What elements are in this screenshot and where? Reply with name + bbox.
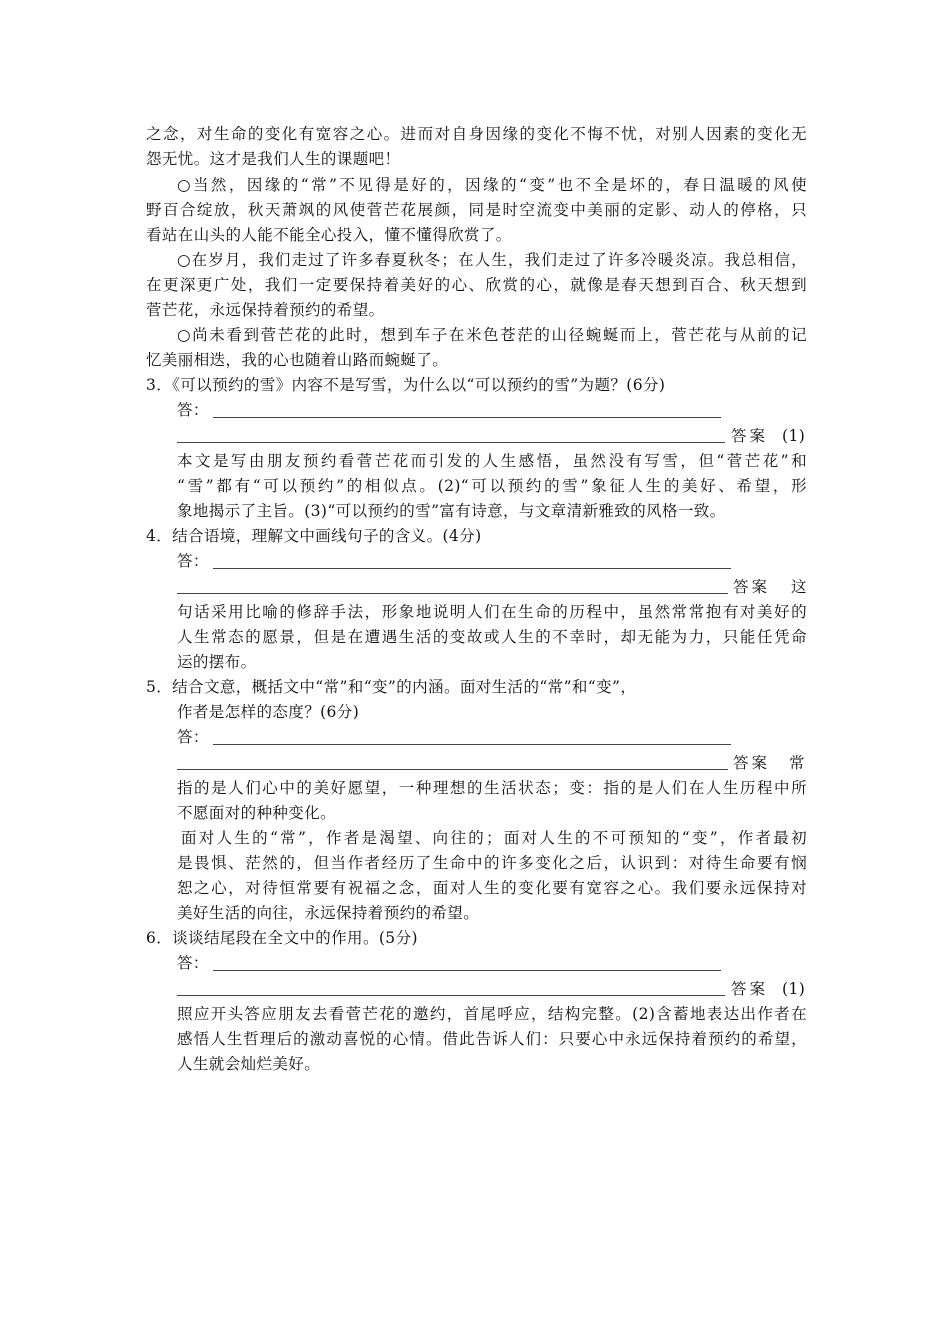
answer-line: 句话采用比喻的修辞手法，形象地说明人们在生命的历程中，虽然常常抱有对美好的 (177, 603, 807, 621)
passage-line: ○尚未看到菅芒花的此时，想到车子在米色苍茫的山径蜿蜒而上，菅芒花与从前的记 (177, 326, 807, 344)
answer-line: 人生就会灿烂美好。 (177, 1055, 321, 1073)
answer-line: 象地揭示了主旨。(3)“可以预约的雪”富有诗意，与文章清新雅致的风格一致。 (177, 502, 726, 520)
passage-line: 在更深更广处，我们一定要保持着美好的心、欣赏的心，就像是春天想到百合、秋天想到 (146, 276, 807, 294)
answer-blank-line[interactable] (213, 568, 731, 569)
answer-prompt: 答： (177, 401, 209, 419)
answer-label: 答案 (731, 980, 769, 998)
answer-prompt: 答： (177, 552, 209, 570)
passage-line: 怨无忧。这才是我们人生的课题吧！ (146, 150, 401, 168)
answer-blank-line[interactable] (213, 744, 731, 745)
answer-line: 感悟人生哲理后的激动喜悦的心情。借此告诉人们：只要心中永远保持着预约的希望， (177, 1030, 807, 1048)
passage-line: 忆美丽相迭，我的心也随着山路而蜿蜒了。 (146, 351, 449, 369)
answer-blank-line[interactable] (213, 970, 721, 971)
answer-start: (1) (782, 427, 806, 445)
question-4: 4．结合语境，理解文中画线句子的含义。(4分) (146, 527, 482, 545)
answer-start: 这 (791, 578, 807, 596)
answer-line: 不愿面对的种种变化。 (177, 804, 337, 822)
question-5-cont: 作者是怎样的态度？(6分) (177, 703, 360, 721)
answer-start: (1) (782, 980, 806, 998)
answer-line: 指的是人们心中的美好愿望，一种理想的生活状态；变：指的是人们在人生历程中所 (177, 779, 807, 797)
answer-blank-line[interactable] (177, 593, 728, 594)
question-5: 5．结合文意，概括文中“常”和“变”的内涵。面对生活的“常”和“变”， (146, 678, 637, 696)
answer-line: 本文是写由朋友预约看菅芒花而引发的人生感悟，虽然没有写雪，但“菅芒花”和 (177, 452, 807, 470)
answer-label: 答案 (731, 427, 769, 445)
question-6: 6．谈谈结尾段在全文中的作用。(5分) (146, 929, 418, 947)
passage-line: ○当然，因缘的“常”不见得是好的，因缘的“变”也不全是坏的，春日温暖的风使 (177, 176, 807, 194)
passage-line: 之念，对生命的变化有宽容之心。进而对自身因缘的变化不悔不忧，对别人因素的变化无 (146, 125, 807, 143)
question-3: 3．《可以预约的雪》内容不是写雪，为什么以“可以预约的雪”为题？(6分) (146, 376, 666, 394)
answer-prompt: 答： (177, 954, 209, 972)
answer-blank-line[interactable] (177, 442, 725, 443)
passage-line: 菅芒花，永远保持着预约的希望。 (146, 301, 385, 319)
answer-line: 美好生活的向往，永远保持着预约的希望。 (177, 904, 480, 922)
answer-blank-line[interactable] (177, 995, 725, 996)
answer-label: 答案 (733, 754, 771, 772)
answer-blank-line[interactable] (213, 417, 721, 418)
answer-line: 是畏惧、茫然的，但当作者经历了生命中的许多变化之后，认识到：对待生命要有悯 (177, 854, 807, 872)
answer-prompt: 答： (177, 728, 209, 746)
passage-line: ○在岁月，我们走过了许多春夏秋冬；在人生，我们走过了许多冷暖炎凉。我总相信， (177, 251, 807, 269)
passage-line: 野百合绽放，秋天萧飒的风使菅芒花展颜，同是时空流变中美丽的定影、动人的停格，只 (146, 201, 807, 219)
answer-line: 恕之心，对待恒常要有祝福之念，面对人生的变化要有宽容之心。我们要永远保持对 (177, 879, 807, 897)
answer-line: 照应开头答应朋友去看菅芒花的邀约，首尾呼应，结构完整。(2)含蓄地表达出作者在 (177, 1005, 807, 1023)
answer-line: 面对人生的“常”，作者是渴望、向往的；面对人生的不可预知的“变”，作者最初 (181, 829, 807, 847)
answer-line: 运的摆布。 (177, 653, 257, 671)
answer-line: 人生常态的愿景，但是在遭遇生活的变故或人生的不幸时，却无能为力，只能任凭命 (177, 628, 807, 646)
answer-label: 答案 (733, 578, 771, 596)
passage-line: 看站在山头的人能不能全心投入，懂不懂得欣赏了。 (146, 226, 512, 244)
answer-start: 常 (789, 754, 805, 772)
answer-line: “雪”都有“可以预约”的相似点。(2)“可以预约的雪”象征人生的美好、希望，形 (177, 477, 807, 495)
answer-blank-line[interactable] (177, 769, 728, 770)
